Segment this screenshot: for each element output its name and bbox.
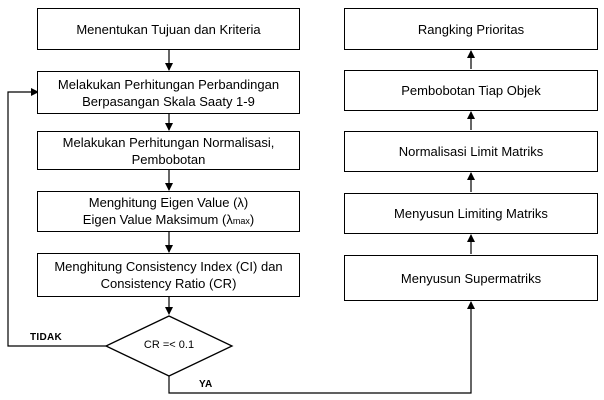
no-label: TIDAK	[30, 332, 63, 343]
eigen-max-main: Eigen Value Maksimum (λ	[82, 211, 233, 227]
step-text: Pembobotan Tiap Objek	[401, 83, 541, 98]
decision-label: CR =< 0.1	[143, 339, 195, 351]
step-text: Menghitung Eigen Value (λ)	[88, 194, 249, 210]
step-eigen-value	[37, 191, 300, 232]
step-normalization-weighting	[37, 131, 300, 170]
step-text: Menyusun Limiting Matriks	[394, 206, 548, 221]
step-text: Consistency Ratio (CR)	[100, 276, 237, 291]
step-text: Melakukan Perhitungan Perbandingan	[57, 76, 280, 92]
step-text: Berpasangan Skala Saaty 1-9	[82, 93, 255, 109]
step-text: Menghitung Consistency Index (CI) dan	[54, 259, 283, 274]
step-text: Menentukan Tujuan dan Kriteria	[76, 21, 261, 37]
step-pairwise-comparison	[37, 71, 300, 114]
eigen-max-sub: max	[232, 215, 250, 226]
step-text: Pembobotan	[131, 151, 206, 167]
step-limit-matrix-normalization	[344, 131, 598, 172]
step-limiting-matrix	[344, 193, 598, 234]
step-priority-ranking	[344, 8, 598, 50]
step-text-eigen-max	[83, 211, 254, 230]
step-define-goal-criteria	[37, 8, 300, 50]
step-object-weighting	[344, 70, 598, 111]
step-consistency	[37, 253, 300, 297]
step-text: Melakukan Perhitungan Normalisasi,	[62, 134, 275, 150]
step-text: Menyusun Supermatriks	[400, 270, 542, 286]
yes-label: YA	[199, 379, 213, 390]
step-supermatrix	[344, 255, 598, 301]
step-text: Normalisasi Limit Matriks	[398, 144, 544, 159]
step-text: Rangking Prioritas	[417, 21, 525, 37]
eigen-max-end: )	[249, 211, 255, 227]
